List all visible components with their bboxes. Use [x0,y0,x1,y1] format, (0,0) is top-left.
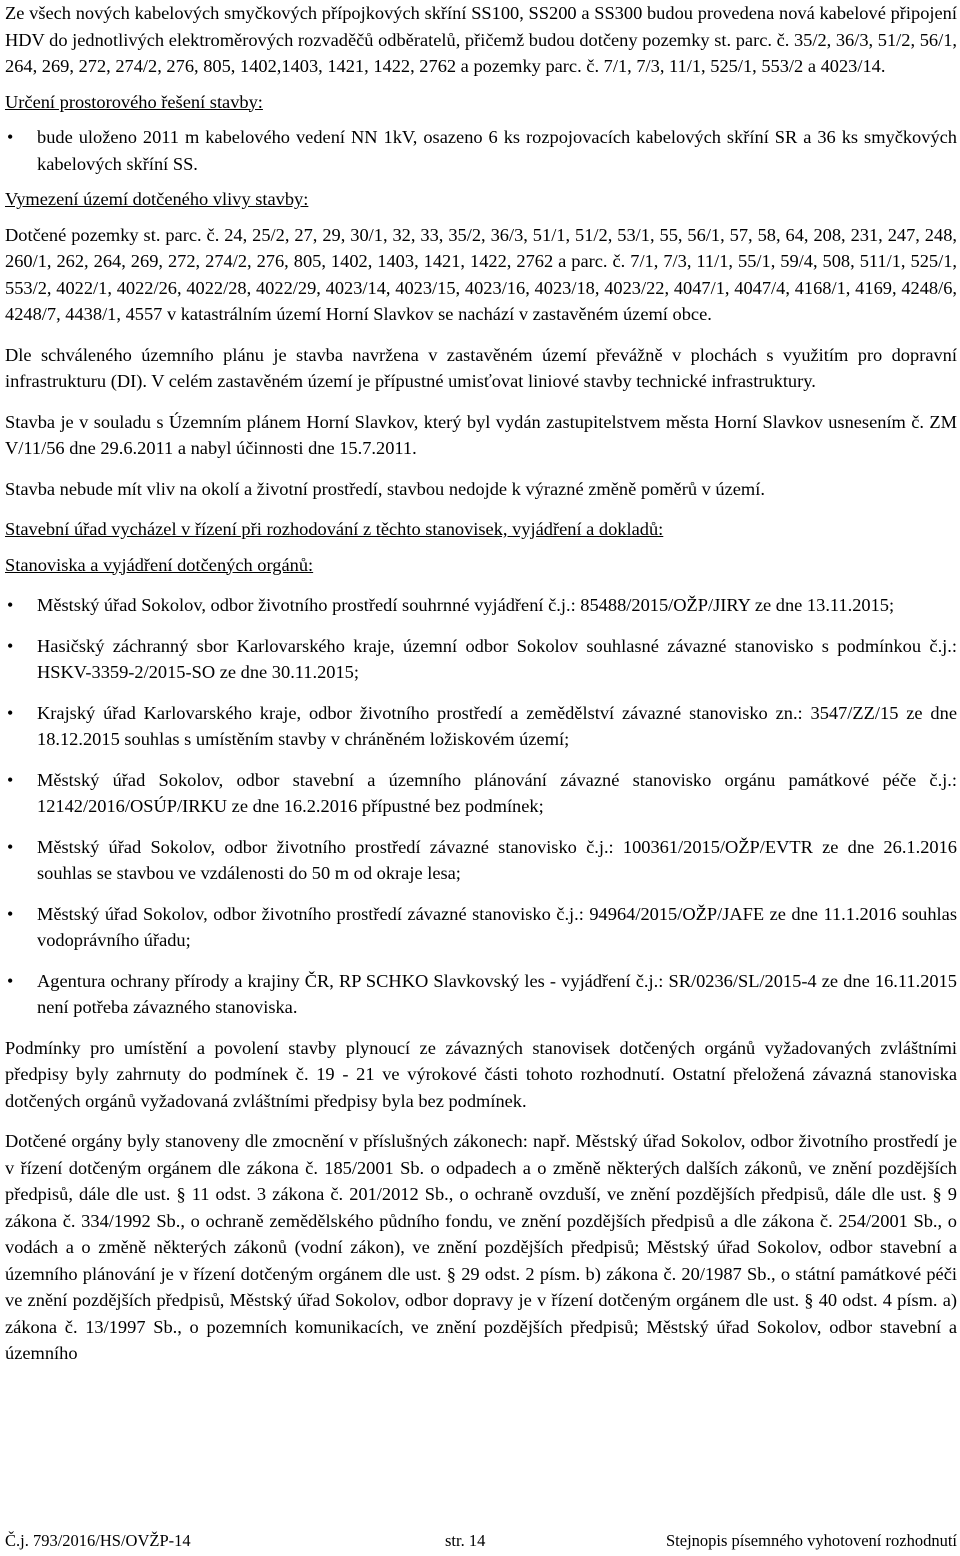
opinions-list [5,592,957,1021]
list-item [5,633,957,686]
list-item-text: Městský úřad Sokolov, odbor životního prostředí závazné stanovisko č.j.: 94964/2015/OŽP/JAFE ze dne 11.1.2016 souhlas vodoprávního úřadu; [37,903,957,950]
authorities-paragraph: Dotčené orgány byly stanoveny dle zmocnění v příslušných zákonech: např. Městský úřad Sokolov, odbor životního prostředí je v řízení dotčeným orgánem dle zákona č. 185/2001 Sb. o odpadech a o změně některých dalších zákonů, ve znění pozdějších předpisů, dále dle ust. § 11 odst. 3 zákona č. 201/2012 Sb., o ochraně ovzduší, ve znění pozdějších předpisů, dále dle ust. § 9 zákona č. 334/1992 Sb., o ochraně zemědělského půdního fondu, ve znění pozdějších předpisů a dle zákona č. 254/2001 Sb., o vodách a o změně některých zákonů (vodní zákon), ve znění pozdějších předpisů; Městský úřad Sokolov, odbor stavební a územního plánování je v řízení dotčeným orgánem dle ust. § 29 odst. 2 písm. b) zákona č. 20/1987 Sb., o státní památkové péči ve znění pozdějších předpisů, Městský úřad Sokolov, odbor dopravy je v řízení dotčeným orgánem dle ust. § 40 odst. 4 písm. a) zákona č. 13/1997 Sb., o pozemních komunikacích, ve znění pozdějších předpisů; Městský úřad Sokolov, odbor stavební a územního [5,1131,957,1363]
bullet-icon: • [7,903,14,924]
spatial-solution-list [5,124,957,177]
list-item-text: Městský úřad Sokolov, odbor životního prostředí souhrnné vyjádření č.j.: 85488/2015/OŽP/JIRY ze dne 13.11.2015; [37,595,895,615]
list-item [5,767,957,820]
list-item [5,834,957,887]
list-item [5,124,957,177]
bullet-icon: • [7,769,14,790]
opinions-heading: Stanoviska a vyjádření dotčených orgánů: [5,554,314,575]
page-footer [5,1530,957,1554]
list-item-text: bude uloženo 2011 m kabelového vedení NN 1kV, osazeno 6 ks rozpojovacích kabelových skříní SR a 36 ks smyčkových kabelových skříní SS. [37,127,957,174]
list-item-text: Hasičský záchranný sbor Karlovarského kraje, územní odbor Sokolov souhlasné závazné stanovisko s podmínkou č.j.: HSKV-3359-2/2015-SO ze dne 30.11.2015; [37,635,957,682]
list-item-text: Městský úřad Sokolov, odbor životního prostředí závazné stanovisko č.j.: 100361/2015/OŽP/EVTR ze dne 26.1.2016 souhlas se stavbou ve vzdálenosti do 50 m od okraje lesa; [37,836,957,883]
document-title: Stejnopis písemného vyhotovení rozhodnutí [665,1531,957,1550]
territory-paragraph: Dotčené pozemky st. parc. č. 24, 25/2, 27, 29, 30/1, 32, 33, 35/2, 36/3, 51/1, 51/2, 53/1, 55, 56/1, 57, 58, 64, 208, 231, 247, 248, 260/1, 262, 264, 269, 272, 274/2, 276, 805, 1402, 1403, 1421, 1422, 2762 a parc. č. 7/1, 7/3, 11/1, 55/1, 59/4, 508, 511/1, 525/1, 553/2, 4022/1, 4022/26, 4022/28, 4022/29, 4023/14, 4023/15, 4023/16, 4023/18, 4023/22, 4047/1, 4047/4, 4168/1, 4169, 4248/6, 4248/7, 4438/1, 4557 v katastrálním území Horní Slavkov se nachází v zastavěném území obce. [5,224,957,324]
list-item [5,700,957,753]
list-item [5,968,957,1021]
zoning-accord-paragraph: Stavba je v souladu s Územním plánem Horní Slavkov, který byl vydán zastupitelstvem města Horní Slavkov usnesením č. ZM V/11/56 dne 29.6.2011 a nabyl účinnosti dne 15.7.2011. [5,411,957,458]
page-number: str. 14 [445,1531,486,1550]
zoning-plan-paragraph: Dle schváleného územního plánu je stavba navržena v zastavěném území převážně v plochách s využitím pro dopravní infrastrukturu (DI). V celém zastavěném území je přípustné umisťovat liniové stavby technické infrastruktury. [5,344,957,391]
territory-heading: Vymezení území dotčeného vlivy stavby: [5,189,309,209]
bullet-icon: • [7,836,14,857]
bullet-icon: • [7,702,14,723]
list-item [5,592,957,619]
bullet-icon: • [7,635,14,656]
environment-paragraph: Stavba nebude mít vliv na okolí a životní prostředí, stavbou nedojde k výrazné změně poměrů v území. [5,478,765,499]
list-item-text: Krajský úřad Karlovarského kraje, odbor životního prostředí a zemědělství závazné stanovisko zn.: 3547/ZZ/15 ze dne 18.12.2015 souhlas s umístěním stavby v chráněném ložiskovém území; [37,702,957,749]
list-item-text: Městský úřad Sokolov, odbor stavební a územního plánování závazné stanovisko orgánu památkové péče č.j.: 12142/2016/OSÚP/IRKU ze dne 16.2.2016 přípustné bez podmínek; [37,769,957,816]
bullet-icon: • [7,127,14,147]
bullet-icon: • [7,970,14,991]
bullet-icon: • [7,595,14,615]
intro-paragraph: Ze všech nových kabelových smyčkových přípojkových skříní SS100, SS200 a SS300 budou provedena nová kabelové připojení HDV do jednotlivých elektroměrových rozvaděčů odběratelů, přičemž budou dotčeny pozemky st. parc. č. 35/2, 36/3, 51/2, 56/1, 264, 269, 272, 274/2, 276, 805, 1402,1403, 1421, 1422, 2762 a pozemky parc. č. 7/1, 7/3, 11/1, 525/1, 553/2 a 4023/14. [5,3,957,76]
document-page [5,0,957,1367]
basis-heading: Stavební úřad vycházel v řízení při rozhodování z těchto stanovisek, vyjádření a dokladů: [5,519,664,539]
spatial-solution-heading: Určení prostorového řešení stavby: [5,91,263,112]
list-item-text: Agentura ochrany přírody a krajiny ČR, RP SCHKO Slavkovský les - vyjádření č.j.: SR/0236/SL/2015-4 ze dne 16.11.2015 není potřeba závazného stanoviska. [37,970,957,1017]
reference-number: Č.j. 793/2016/HS/OVŽP-14 [5,1531,191,1550]
list-item [5,901,957,954]
conditions-paragraph: Podmínky pro umístění a povolení stavby plynoucí ze závazných stanovisek dotčených orgánů vyžadovaných zvláštními předpisy byly zahrnuty do podmínek č. 19 - 21 ve výrokové části tohoto rozhodnutí. Ostatní přeložená závazná stanoviska dotčených orgánů vyžadovaná zvláštními předpisy byla bez podmínek. [5,1037,957,1111]
